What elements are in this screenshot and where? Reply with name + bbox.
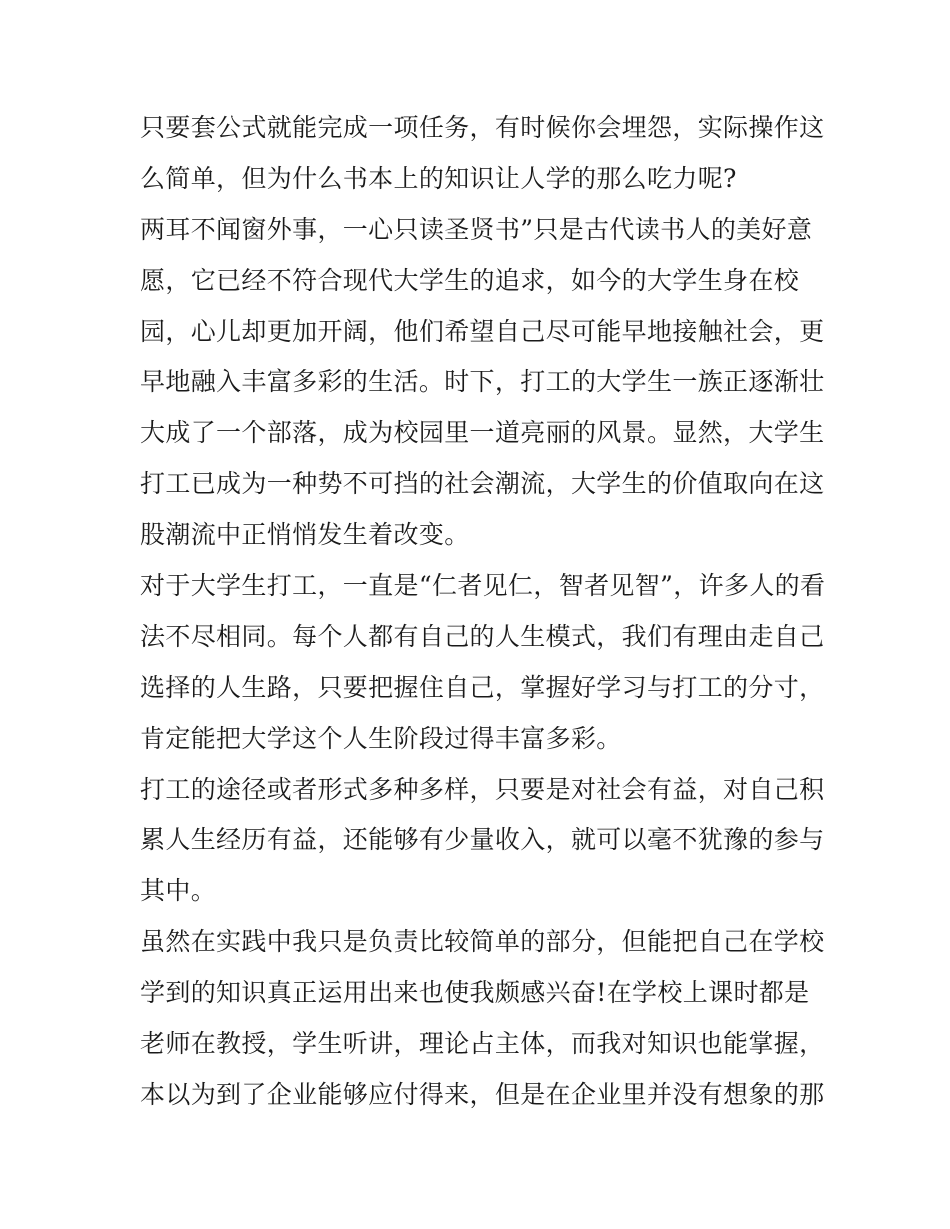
text-line: 两耳不闻窗外事，一心只读圣贤书”只是古代读书人的美好意 — [140, 214, 813, 244]
text-line: 股潮流中正悄悄发生着改变。 — [140, 520, 470, 550]
paragraph-2 — [140, 205, 825, 561]
text-line: 愿，它已经不符合现代大学生的追求，如今的大学生身在校 — [140, 265, 800, 295]
paragraph-3 — [140, 561, 826, 765]
text-line: 早地融入丰富多彩的生活。时下，打工的大学生一族正逐渐壮 — [140, 367, 825, 397]
text-line: 肯定能把大学这个人生阶段过得丰富多彩。 — [140, 723, 622, 753]
text-line: 本以为到了企业能够应付得来，但是在企业里并没有想象的那 — [140, 1079, 825, 1109]
paragraph-5 — [140, 917, 825, 1121]
document-body — [140, 103, 826, 1121]
text-line: 打工已成为一种势不可挡的社会潮流，大学生的价值取向在这 — [140, 469, 825, 499]
text-line: 大成了一个部落，成为校园里一道亮丽的风景。显然，大学生 — [140, 418, 825, 448]
text-line: 园，心儿却更加开阔，他们希望自己尽可能早地接触社会，更 — [140, 316, 825, 346]
text-line: 么简单，但为什么书本上的知识让人学的那么吃力呢? — [140, 163, 737, 193]
paragraph-4 — [140, 765, 825, 918]
text-line: 选择的人生路，只要把握住自己，掌握好学习与打工的分寸， — [140, 672, 825, 702]
text-line: 虽然在实践中我只是负责比较简单的部分，但能把自己在学校 — [140, 927, 825, 957]
text-line: 累人生经历有益，还能够有少量收入，就可以毫不犹豫的参与 — [140, 825, 825, 855]
text-line: 法不尽相同。每个人都有自己的人生模式，我们有理由走自己 — [140, 621, 825, 651]
text-line: 学到的知识真正运用出来也使我颇感兴奋!在学校上课时都是 — [140, 978, 810, 1008]
text-line: 对于大学生打工，一直是“仁者见仁，智者见智”，许多人的看 — [140, 571, 826, 601]
text-line: 老师在教授，学生听讲，理论占主体，而我对知识也能掌握， — [140, 1029, 825, 1059]
text-line: 其中。 — [140, 876, 217, 906]
text-line: 只要套公式就能完成一项任务，有时候你会埋怨，实际操作这 — [140, 113, 825, 142]
paragraph-1 — [140, 103, 825, 205]
text-line: 打工的途径或者形式多种多样，只要是对社会有益，对自己积 — [140, 774, 825, 804]
